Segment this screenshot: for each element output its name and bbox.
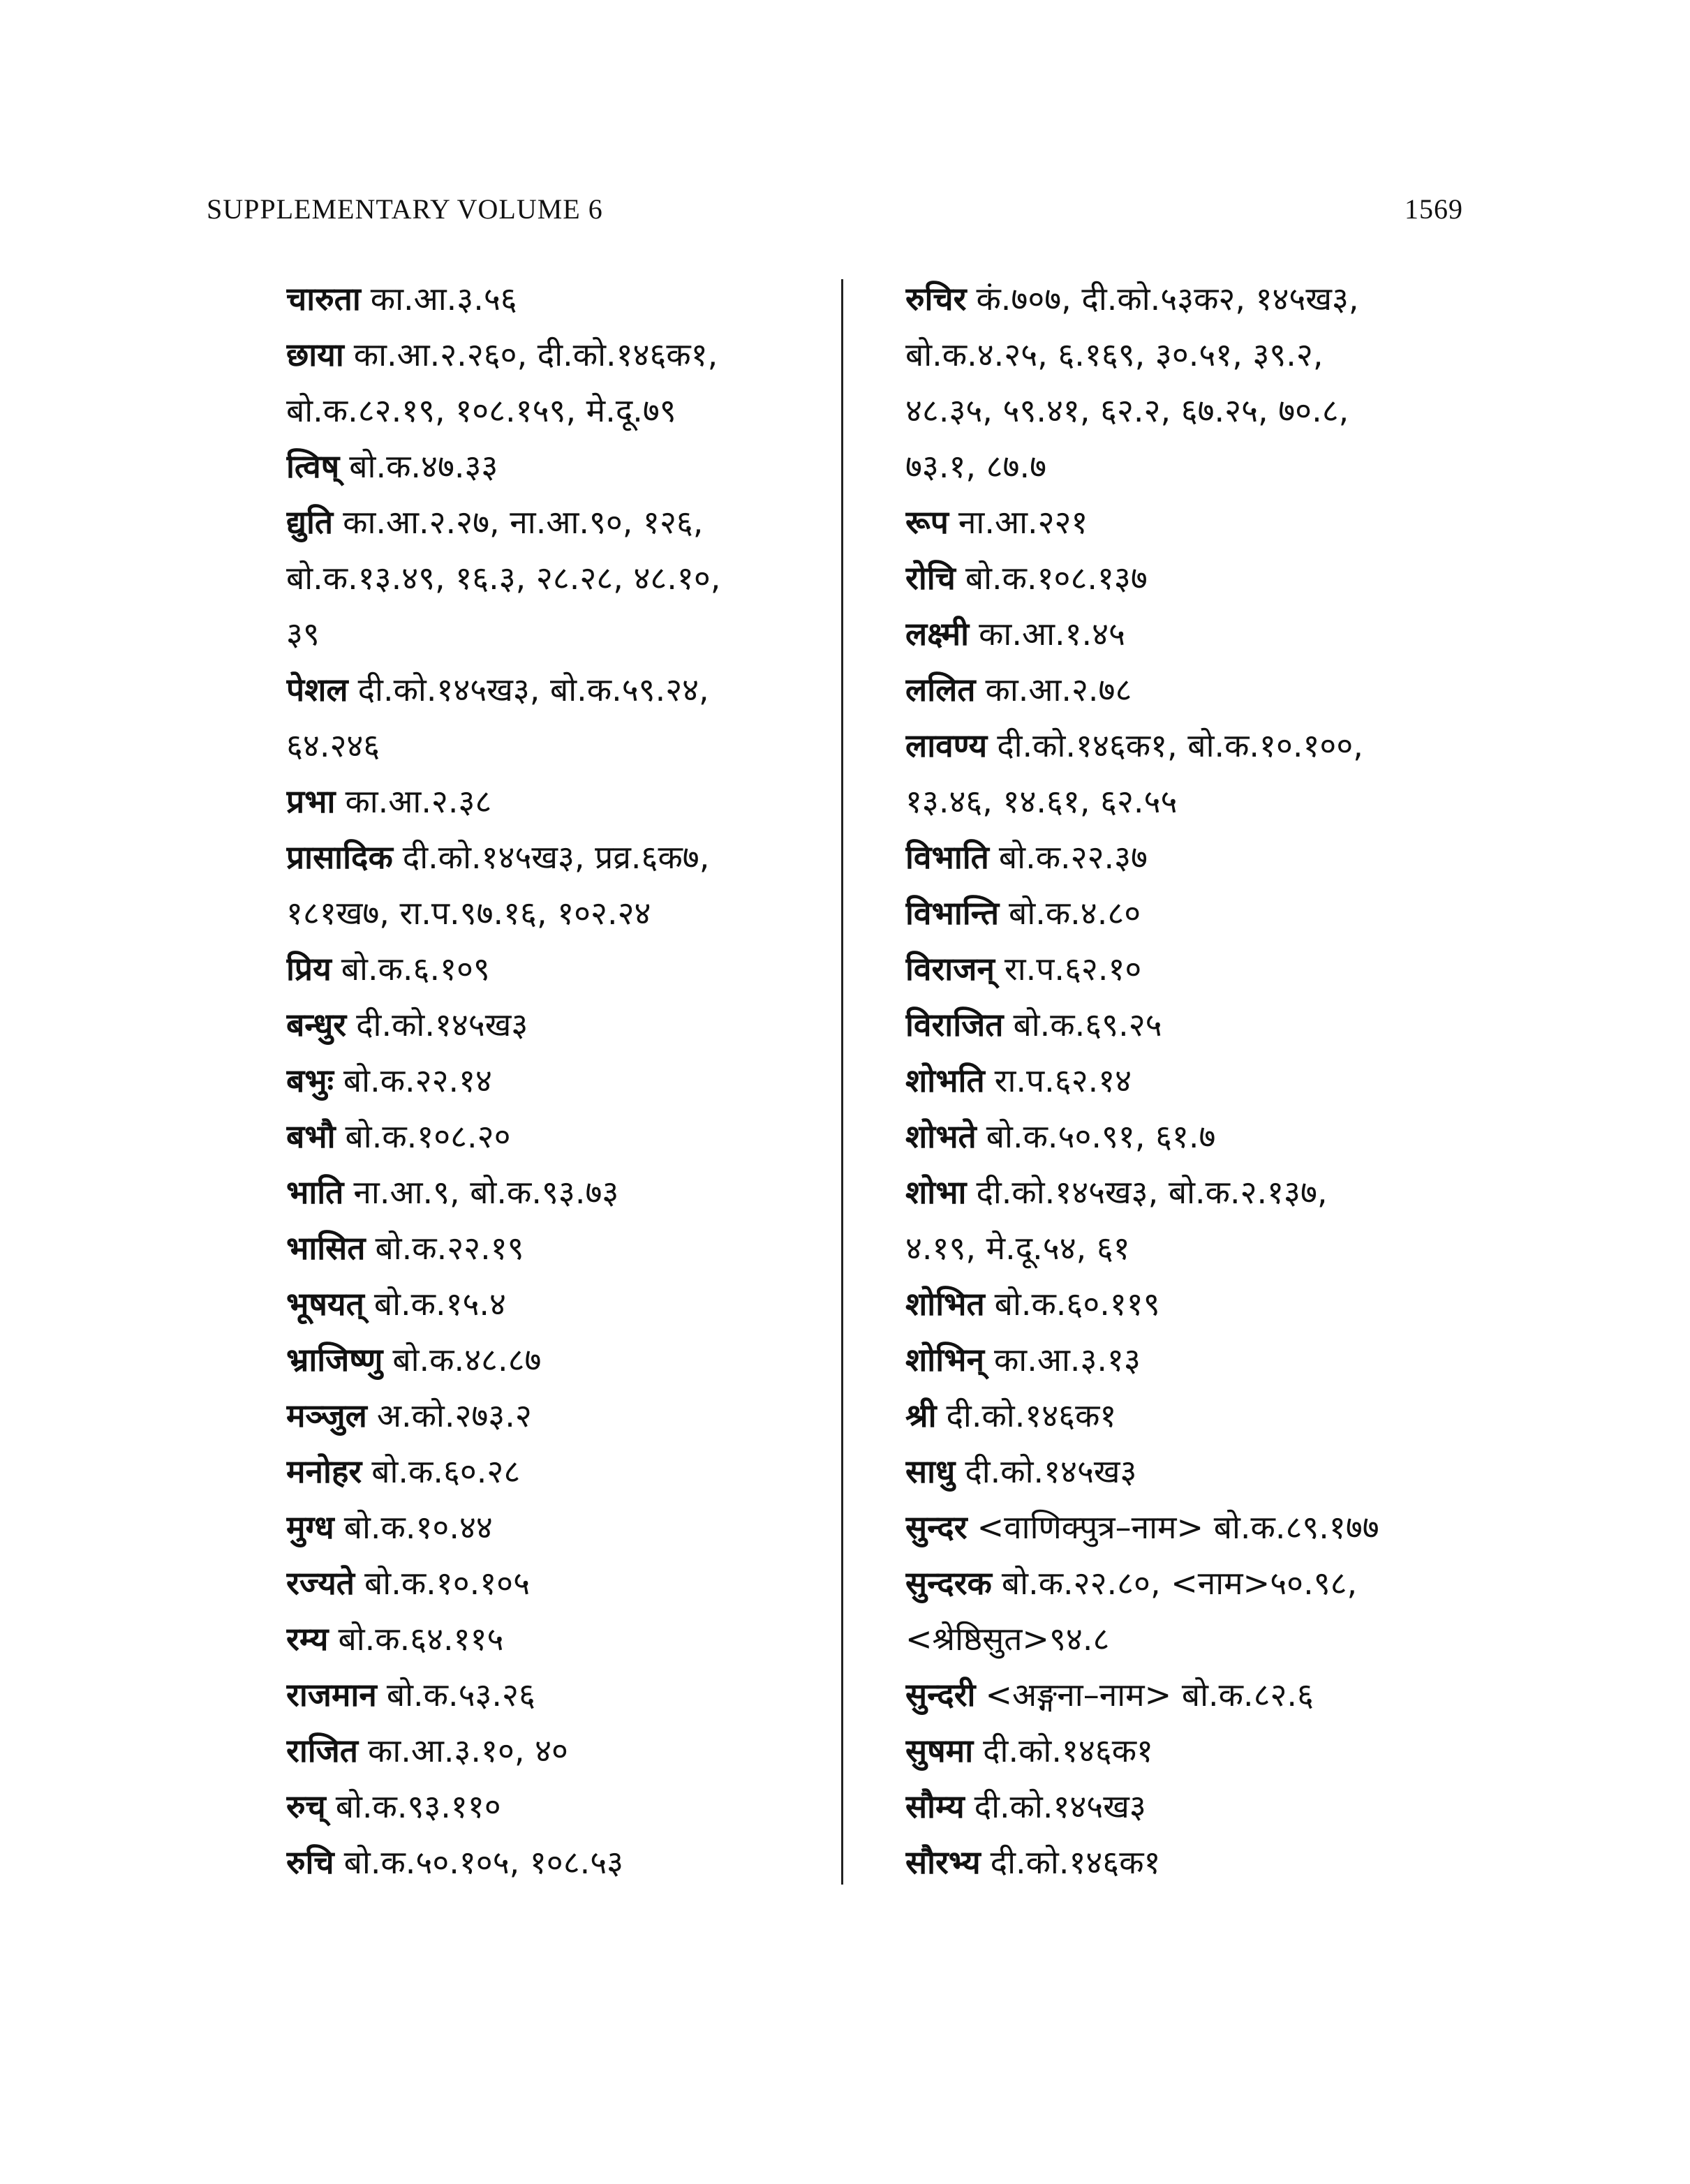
entry-references: दी.को.१४५ख३, बो.क.५९.२४, (357, 671, 709, 708)
entry-references: <श्रेष्ठिसुत>९४.८ (905, 1620, 1110, 1658)
index-line (286, 662, 817, 718)
index-line (905, 494, 1534, 550)
entry-references: बो.क.१३.४९, १६.३, २८.२८, ४८.१०, (286, 559, 721, 597)
entry-headword: भ्राजिष्णु (286, 1341, 383, 1379)
entry-headword: चारुता (286, 280, 361, 318)
entry-headword: सुषमा (905, 1732, 974, 1769)
entry-references: का.आ.२.७८ (985, 671, 1132, 708)
entry-headword: रूप (905, 503, 949, 541)
index-line (905, 606, 1534, 662)
entry-references: बो.क.४७.३३ (349, 447, 498, 485)
entry-references: <वाणिक्पुत्र–नाम> बो.क.८९.१७७ (977, 1508, 1379, 1546)
entry-references: का.आ.१.४५ (979, 615, 1125, 653)
entry-headword: राजित (286, 1732, 358, 1769)
entry-headword: विराजन् (905, 950, 995, 988)
entry-references: बो.क.६.१०९ (341, 950, 490, 988)
running-head-title: SUPPLEMENTARY VOLUME 6 (207, 193, 603, 225)
index-line (286, 327, 817, 382)
index-line (905, 662, 1534, 718)
entry-references: बो.क.४८.८७ (392, 1341, 542, 1379)
index-line (286, 1834, 817, 1890)
entry-headword: बन्धुर (286, 1006, 347, 1043)
index-line (905, 382, 1534, 438)
entry-references: रा.प.६२.१० (1004, 950, 1142, 988)
entry-references: का.आ.२.२७, ना.आ.९०, १२६, (343, 503, 704, 541)
entry-headword: रुचिर (905, 280, 967, 318)
index-line (905, 438, 1534, 494)
entry-references: बो.क.८२.१९, १०८.१५९, मे.दू.७९ (286, 392, 676, 429)
index-line (905, 829, 1534, 885)
entry-headword: मुग्ध (286, 1508, 334, 1546)
index-line (286, 271, 817, 327)
index-line (286, 1220, 817, 1276)
index-line (286, 1053, 817, 1108)
entry-references: दी.को.१४५ख३ (965, 1453, 1137, 1490)
index-line (905, 1388, 1534, 1443)
entry-references: का.आ.३.५६ (370, 280, 517, 318)
index-line (286, 494, 817, 550)
entry-headword: सुन्दर (905, 1508, 968, 1546)
entry-references: ४८.३५, ५९.४१, ६२.२, ६७.२५, ७०.८, (905, 392, 1349, 429)
entry-headword: बभौ (286, 1117, 336, 1155)
entry-headword: भासित (286, 1229, 366, 1267)
index-line (905, 941, 1534, 997)
entry-headword: विराजित (905, 1006, 1004, 1043)
entry-headword: प्रासादिक (286, 838, 393, 876)
entry-references: बो.क.६०.२८ (371, 1453, 521, 1490)
entry-headword: द्युति (286, 503, 334, 541)
entry-references: ६४.२४६ (286, 727, 380, 764)
entry-headword: मनोहर (286, 1453, 362, 1490)
index-line (905, 1276, 1534, 1332)
entry-headword: विभान्ति (905, 894, 1000, 932)
entry-headword: शोभिन् (905, 1341, 984, 1379)
entry-references: का.आ.२.३८ (345, 782, 492, 820)
entry-headword: त्विष् (286, 447, 340, 485)
index-line (905, 1332, 1534, 1388)
entry-headword: रज्यते (286, 1564, 355, 1602)
entry-references: ४.१९, मे.दू.५४, ६१ (905, 1229, 1130, 1267)
index-line (905, 773, 1534, 829)
entry-references: बो.क.१५.४ (373, 1285, 506, 1323)
entry-references: बो.क.६४.११५ (338, 1620, 504, 1658)
entry-references: दी.को.१४६क१ (983, 1732, 1153, 1769)
index-line (905, 550, 1534, 606)
entry-headword: राजमान (286, 1676, 377, 1714)
entry-headword: प्रिय (286, 950, 332, 988)
index-line (905, 1667, 1534, 1723)
entry-references: कं.७०७, दी.को.५३क२, १४५ख३, (976, 280, 1359, 318)
entry-references: बो.क.१०.१०५ (364, 1564, 531, 1602)
entry-references: अ.को.२७३.२ (376, 1397, 532, 1434)
index-line (905, 885, 1534, 941)
running-head (207, 193, 1463, 235)
index-line (286, 829, 817, 885)
entry-references: बो.क.६०.११९ (994, 1285, 1160, 1323)
entry-references: <अङ्गना–नाम> बो.क.८२.६ (985, 1676, 1314, 1714)
index-line (286, 1555, 817, 1611)
index-line (905, 1611, 1534, 1667)
index-line (905, 1164, 1534, 1220)
index-line (286, 1108, 817, 1164)
index-line (905, 997, 1534, 1053)
index-line (905, 1053, 1534, 1108)
page-number: 1569 (1404, 193, 1463, 225)
entry-headword: छाया (286, 336, 344, 373)
index-line (286, 718, 817, 773)
entry-headword: शोभति (905, 1062, 985, 1099)
entry-references: १८१ख७, रा.प.९७.१६, १०२.२४ (286, 894, 651, 932)
entry-headword: सुन्दरक (905, 1564, 992, 1602)
index-line (905, 1108, 1534, 1164)
right-column (905, 271, 1534, 1890)
index-line (286, 1778, 817, 1834)
entry-references: दी.को.१४६क१ (990, 1843, 1161, 1881)
entry-references: बो.क.४.८० (1009, 894, 1141, 932)
entry-references: बो.क.५०.९१, ६१.७ (986, 1117, 1216, 1155)
entry-references: दी.को.१४५ख३, बो.क.२.१३७, (976, 1173, 1328, 1211)
entry-headword: लक्ष्मी (905, 615, 970, 653)
entry-headword: शोभते (905, 1117, 977, 1155)
index-line (286, 1164, 817, 1220)
entry-references: दी.को.१४६क१ (946, 1397, 1117, 1434)
entry-references: १३.४६, १४.६१, ६२.५५ (905, 782, 1178, 820)
index-line (905, 718, 1534, 773)
entry-references: ७३.१, ८७.७ (905, 447, 1047, 485)
entry-references: दी.को.१४६क१, बो.क.१०.१००, (997, 727, 1363, 764)
index-line (905, 1778, 1534, 1834)
entry-headword: लावण्य (905, 727, 988, 764)
entry-headword: रुचि (286, 1843, 334, 1881)
index-line (905, 327, 1534, 382)
entry-headword: विभाति (905, 838, 989, 876)
entry-headword: सौम्य (905, 1788, 965, 1825)
index-line (905, 1723, 1534, 1778)
entry-references: बो.क.९३.११० (335, 1788, 501, 1825)
entry-references: का.आ.३.१०, ४० (368, 1732, 568, 1769)
index-line (286, 1723, 817, 1778)
entry-headword: प्रभा (286, 782, 336, 820)
entry-headword: शोभित (905, 1285, 985, 1323)
index-line (286, 1499, 817, 1555)
entry-references: बो.क.२२.१४ (343, 1062, 492, 1099)
index-line (905, 1555, 1534, 1611)
entry-references: बो.क.४.२५, ६.१६९, ३०.५१, ३९.२, (905, 336, 1324, 373)
entry-references: का.आ.३.१३ (993, 1341, 1141, 1379)
entry-references: ना.आ.९, बो.क.९३.७३ (353, 1173, 619, 1211)
index-line (905, 271, 1534, 327)
entry-references: बो.क.१०८.२० (345, 1117, 511, 1155)
entry-headword: रोचि (905, 559, 956, 597)
entry-headword: साधु (905, 1453, 956, 1490)
entry-headword: भूषयत् (286, 1285, 364, 1323)
entry-references: बो.क.२२.३७ (998, 838, 1148, 876)
left-column (286, 271, 817, 1890)
entry-references: बो.क.५३.२६ (386, 1676, 535, 1714)
entry-references: दी.को.१४५ख३, प्रव्र.६क७, (402, 838, 710, 876)
entry-headword: पेशल (286, 671, 348, 708)
entry-headword: बभुः (286, 1062, 334, 1099)
index-line (286, 550, 817, 606)
entry-references: बो.क.१०.४४ (343, 1508, 493, 1546)
index-line (905, 1443, 1534, 1499)
entry-references: ना.आ.२२१ (958, 503, 1088, 541)
column-divider (841, 279, 843, 1885)
index-line (286, 606, 817, 662)
entry-references: बो.क.२२.८०, <नाम>५०.९८, (1001, 1564, 1358, 1602)
index-line (286, 382, 817, 438)
entry-headword: शोभा (905, 1173, 967, 1211)
entry-references: बो.क.६९.२५ (1013, 1006, 1162, 1043)
entry-references: बो.क.५०.१०५, १०८.५३ (343, 1843, 624, 1881)
entry-headword: ललित (905, 671, 976, 708)
index-line (286, 1667, 817, 1723)
entry-headword: रुच् (286, 1788, 326, 1825)
entry-references: ३९ (286, 615, 320, 653)
index-line (286, 997, 817, 1053)
entry-headword: रम्य (286, 1620, 329, 1658)
index-line (286, 1611, 817, 1667)
index-line (286, 1276, 817, 1332)
index-line (286, 1388, 817, 1443)
entry-references: दी.को.१४५ख३ (356, 1006, 528, 1043)
entry-references: का.आ.२.२६०, दी.को.१४६क१, (353, 336, 718, 373)
index-line (286, 773, 817, 829)
index-line (905, 1220, 1534, 1276)
index-line (286, 438, 817, 494)
index-line (286, 1443, 817, 1499)
entry-headword: श्री (905, 1397, 937, 1434)
index-line (905, 1499, 1534, 1555)
index-line (286, 941, 817, 997)
entry-references: बो.क.२२.१९ (375, 1229, 524, 1267)
index-line (286, 1332, 817, 1388)
entry-references: रा.प.६२.१४ (994, 1062, 1132, 1099)
entry-headword: सुन्दरी (905, 1676, 976, 1714)
entry-headword: भाति (286, 1173, 344, 1211)
entry-headword: मञ्जुल (286, 1397, 367, 1434)
index-line (286, 885, 817, 941)
entry-references: बो.क.१०८.१३७ (965, 559, 1148, 597)
entry-headword: सौरभ्य (905, 1843, 981, 1881)
entry-references: दी.को.१४५ख३ (974, 1788, 1146, 1825)
index-line (905, 1834, 1534, 1890)
